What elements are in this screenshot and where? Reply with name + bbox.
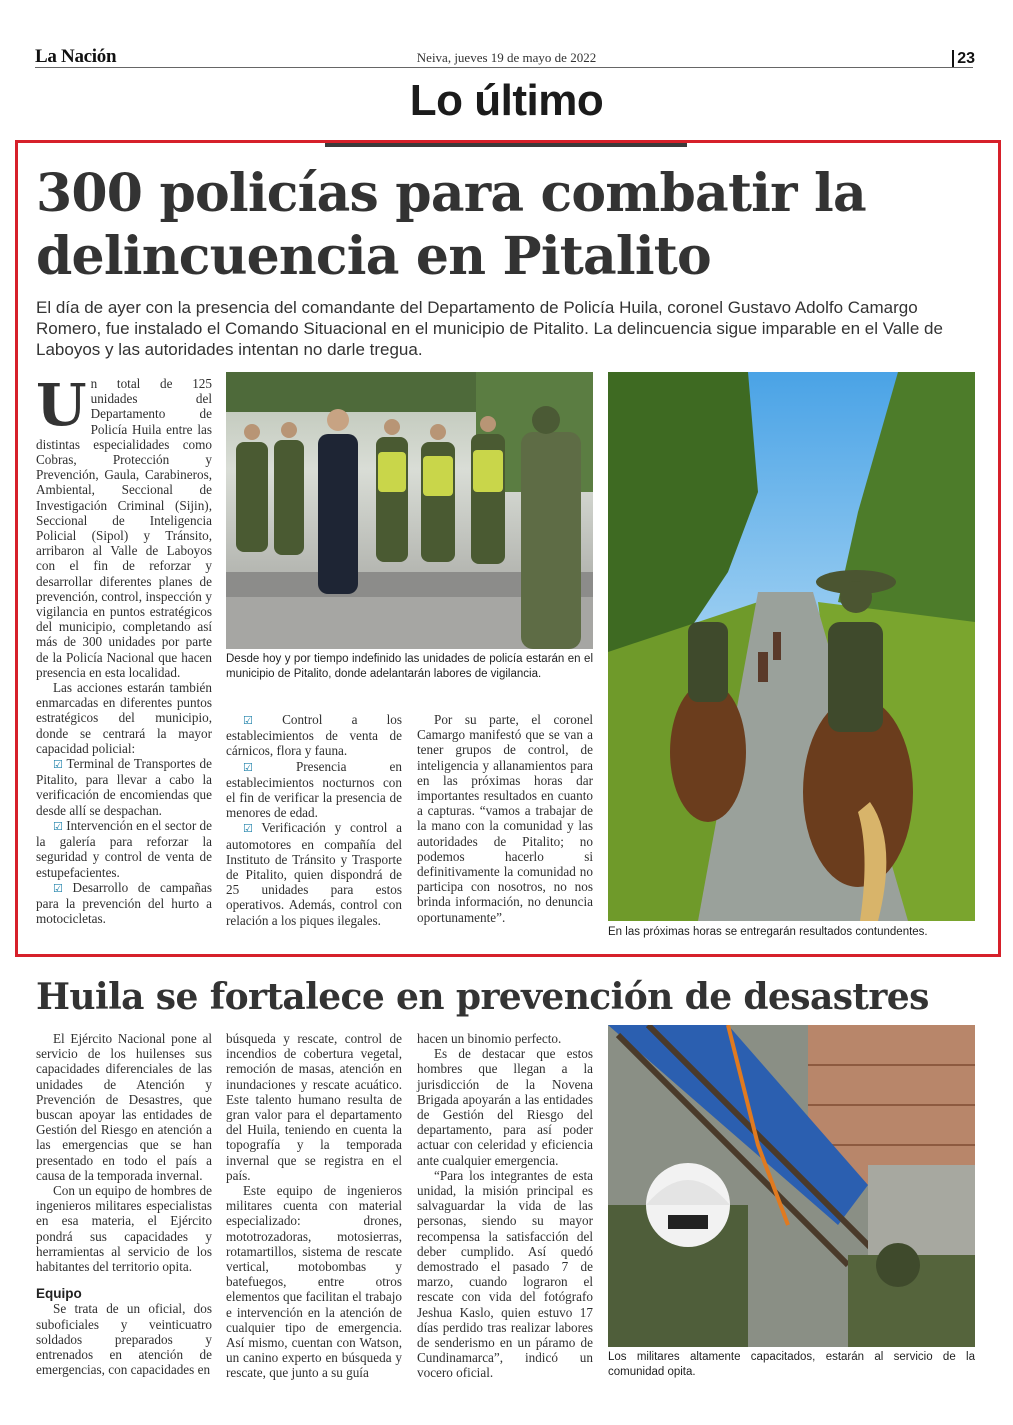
checkbox-icon: ☑ xyxy=(243,760,253,774)
article2-caption: Los militares altamente capacitados, estarán al servicio de la comunidad opita. xyxy=(608,1351,975,1378)
article2-subhead: Equipo xyxy=(36,1286,82,1302)
article1-col1-bullet-2: Intervención en el sector de la galería para reforzar la seguridad y control de venta de estupefacientes. xyxy=(36,817,213,880)
article2-col1-p2: Con un equipo de hombres de ingenieros militares especialistas en esa materia, el Ejército pondrá sus capacidades y herramientas al servicio de los habitantes del territorio opita. xyxy=(36,1183,212,1275)
section-bar xyxy=(325,143,687,147)
article2-col1-p3: Se trata de un oficial, dos suboficiales y veinticuatro soldados preparados y entrenados en atención de emergencias, con capacidades en xyxy=(36,1301,212,1378)
article2-column-1 xyxy=(36,1031,212,1377)
article1-col1-p2: Las acciones estarán también enmarcadas en diferentes puntos estratégicos del municipio, donde se centrará la mayor capacidad policial: xyxy=(36,680,212,756)
photo-military-rescue xyxy=(608,1025,975,1347)
article2-column-2 xyxy=(226,1031,402,1381)
article2-col2-p2: Este equipo de ingenieros militares cuenta con material especializado: drones, mototrozadoras, motosierras, rotamartillos, sistema de rescate vertical, motobombas y batefuegos, entre otros elementos que facilitan el trabajo e intervención en la atención de cualquier tipo de emergencia. Así mismo, cuentan con Watson, un canino experto en búsqueda y rescate, que junto a su guía xyxy=(226,1183,402,1381)
article1-col1-p1: n total de 125 unidades del Departamento de Policía Huila entre las distintas especialidades como Cobras, Protección y Prevención, Gaula, Carabineros, Ambiental, Seccional de Investigación Criminal (Sijin), Seccional de Inteligencia Policial (Sipol) y Tránsito, arribaron al Valle de Laboyos con el fin de reforzar y desarrollar diferentes planes de prevención, control, inspección y vigilancia en puntos estratégicos del municipio, completando así más de 300 unidades por parte de la Policía Nacional que hacen presencia en esta localidad. xyxy=(36,376,212,680)
checkbox-icon: ☑ xyxy=(243,714,253,727)
article2-col3-p1: hacen un binomio perfecto. xyxy=(417,1031,562,1046)
page-number: 23 xyxy=(952,50,975,67)
article2-headline: Huila se fortalece en prevención de desastres xyxy=(36,976,929,1018)
article2-col3-p3: “Para los integrantes de esta unidad, la misión principal es salvaguardar la vida de las personas, siendo su mayor recompensa la satisfacción del deber cumplido. Así quedó demostrado el pasado 7 de marzo, cuando lograron el rescate con vida del fotógrafo Jeshua Kaslo, quien estuvo 17 días perdido tras realizar labores de senderismo en un páramo de Cundinamarca”, indicó un vocero oficial. xyxy=(417,1167,593,1381)
article1-col3-p1: Por su parte, el coronel Camargo manifestó que se van a tener grupos de control, de inteligencia y allanamientos para en las próximas horas dar importantes resultados en cuanto a capturas. “vamos a trabajar de la mano con la comunidad y las autoridades de Pitalito; no podemos hacerlo si definitivamente la comunidad no participa con nosotros, no nos brinda información, no denuncia oportunamente”. xyxy=(417,712,593,925)
article2-col3-p2: Es de destacar que estos hombres que llegan a la jurisdicción de la Novena Brigada apoyarán a las entidades de Gestión del Riesgo del departamento, para así poder actuar con celeridad y eficiencia ante cualquier emergencia. xyxy=(417,1046,593,1168)
article2-col2-p1: búsqueda y rescate, control de incendios de cobertura vegetal, remoción de masas, atención en inundaciones y rescate acuático. Este talento humano resulta de gran valor para el departamento del Huila, teniendo en cuenta la topografía y la temporada invernal que se registra en el país. xyxy=(226,1031,402,1183)
checkbox-icon: ☑ xyxy=(53,881,63,895)
article1-col1-bullet-3: Desarrollo de campañas para la prevención del hurto a motocicletas. xyxy=(36,879,212,927)
header-rule xyxy=(35,67,973,68)
checkbox-icon: ☑ xyxy=(53,758,63,772)
article1-column-3 xyxy=(417,712,593,925)
dropcap: U xyxy=(36,371,87,439)
photo-mounted-police xyxy=(608,372,975,921)
article1-col2-bullet-3: Verificación y control a automotores en compañía del Instituto de Tránsito y Trasporte de Pitalito, quien dispondrá de 25 unidades para estos operativos. Además, control con relación a los piques ilegales. xyxy=(226,820,402,928)
newspaper-logo: La Nación xyxy=(35,46,117,67)
article1-caption-2: En las próximas horas se entregarán resultados contundentes. xyxy=(608,926,928,938)
article2-column-3 xyxy=(417,1031,593,1381)
article1-col1-bullet-1: Terminal de Transportes de Pitalito, para llevar a cabo la verificación de encomiendas que desde allí se despachan. xyxy=(36,756,212,818)
checkbox-icon: ☑ xyxy=(53,819,63,833)
article1-column-2 xyxy=(226,712,402,928)
article1-col2-bullet-2: Presencia en establecimientos nocturnos con el fin de verificar la presencia de menores de edad. xyxy=(226,758,402,821)
article1-caption-1: Desde hoy y por tiempo indefinido las unidades de policía estarán en el municipio de Pitalito, donde adelantarán labores de vigilancia. xyxy=(226,653,593,680)
section-title: Lo último xyxy=(409,76,604,125)
dateline: Neiva, jueves 19 de mayo de 2022 xyxy=(416,50,597,65)
article1-column-1 xyxy=(36,371,213,927)
photo-police-formation xyxy=(226,372,593,649)
checkbox-icon: ☑ xyxy=(243,822,253,836)
article2-col1-p1: El Ejército Nacional pone al servicio de los huilenses sus capacidades diferenciales de las unidades de Atención y Prevención de Desastres, que buscan apoyar las entidades de Gestión del Riesgo en atención a las emergencias que se han presentado en todo el país a causa de la temporada invernal. xyxy=(36,1031,212,1183)
article1-col2-bullet-1: Control a los establecimientos de venta de cárnicos, flora y fauna. xyxy=(226,712,403,759)
article1-lead: El día de ayer con la presencia del comandante del Departamento de Policía Huila, coronel Gustavo Adolfo Camargo Romero, fue instalado el Comando Situacional en el municipio de Pitalito. La delincuencia sigue imparable en el Valle de Laboyos y las autoridades intentan no darle tregua. xyxy=(36,298,943,359)
article1-headline: 300 policías para combatir la delincuencia en Pitalito xyxy=(36,163,866,287)
